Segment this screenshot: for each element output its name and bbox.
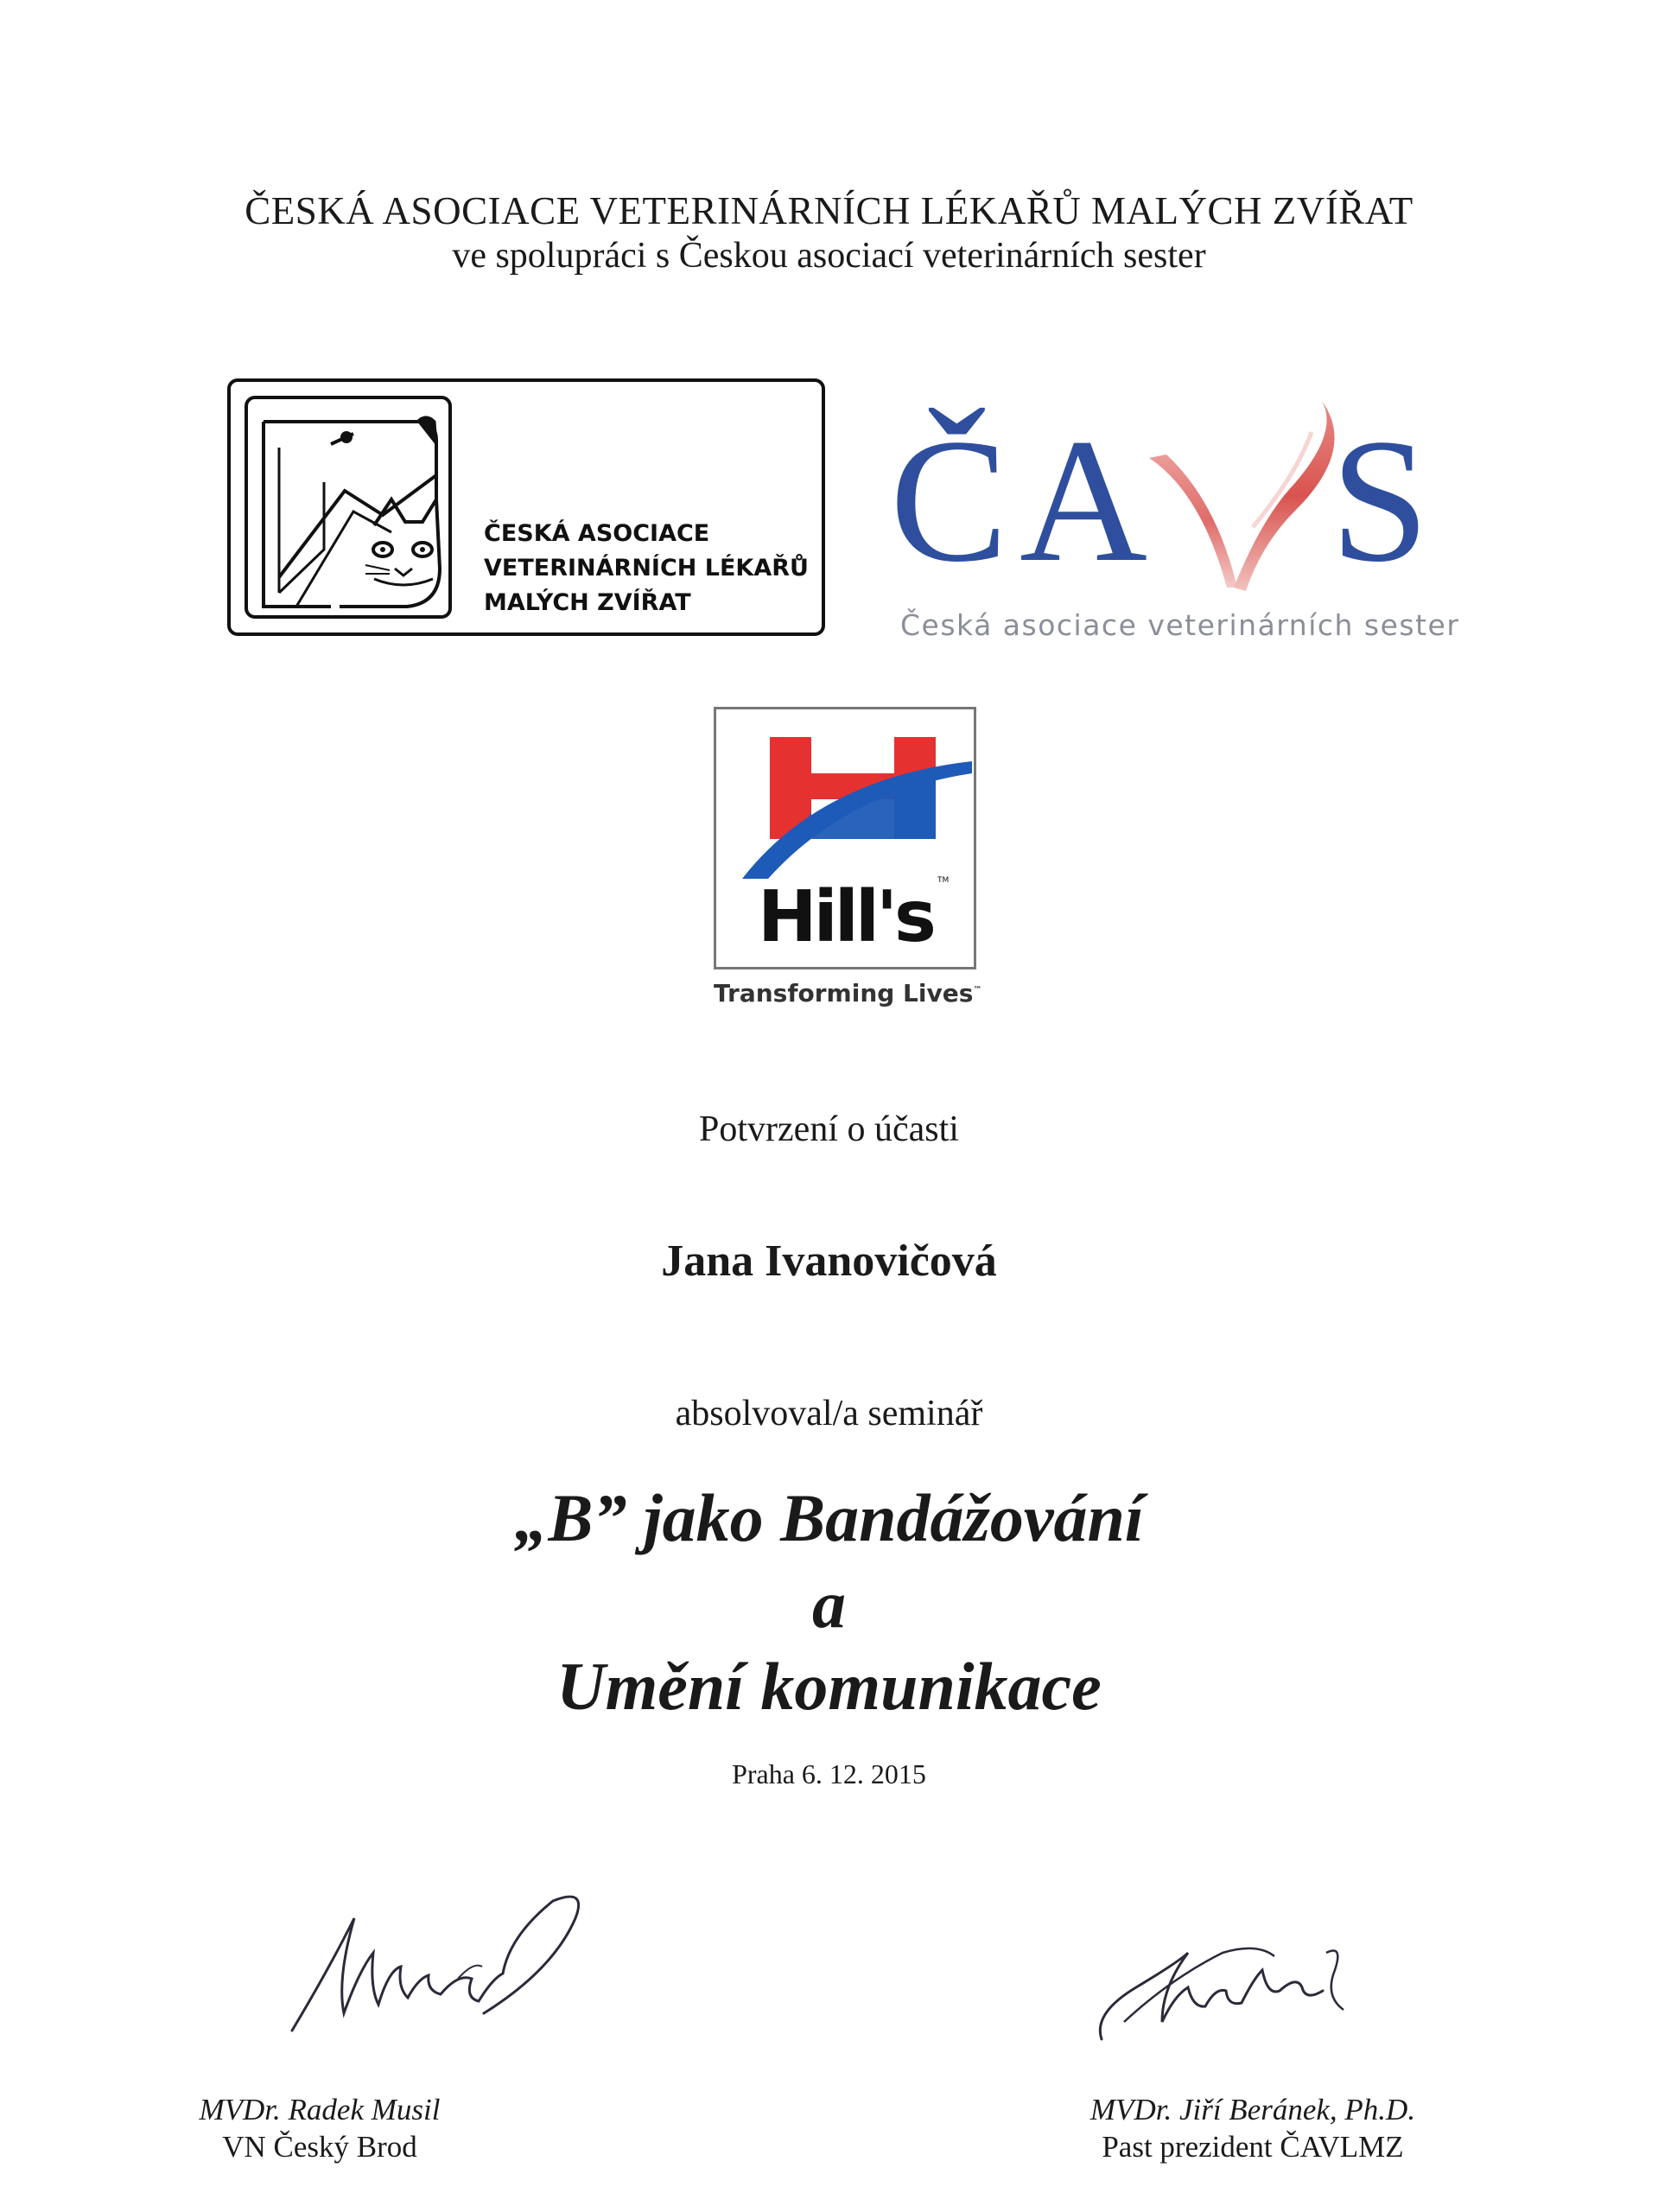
signature-right-icon [1084, 1927, 1361, 2048]
seminar-title-line3: Umění komunikace [556, 1649, 1102, 1724]
cavlmz-logo [227, 378, 825, 636]
signatory-right [1037, 2091, 1469, 2165]
completed-text: absolvoval/a seminář [675, 1394, 983, 1433]
cooperation-subtitle: ve spolupráci s Českou asociací veterinárních sester [452, 236, 1206, 276]
participant-name: Jana Ivanovičová [661, 1236, 997, 1286]
hills-logo-graphic-icon [716, 709, 974, 967]
signatory-left-role: VN Český Brod [222, 2130, 417, 2164]
cavlmz-logo-text: ČESKÁ ASOCIACE VETERINÁRNÍCH LÉKAŘŮ MALÝCH ZVÍŘAT [484, 520, 809, 616]
cavs-wordmark: Č A S [890, 403, 1430, 599]
cavs-logo [890, 397, 1495, 657]
signatory-left [156, 2091, 484, 2165]
signature-left-icon [276, 1884, 605, 2039]
hills-tm: TM [937, 876, 950, 885]
hills-tagline: Transforming Lives™ [714, 979, 982, 1007]
place-and-date: Praha 6. 12. 2015 [732, 1758, 926, 1789]
organization-title: ČESKÁ ASOCIACE VETERINÁRNÍCH LÉKAŘŮ MALÝCH ZVÍŘAT [245, 189, 1413, 232]
signatory-right-role: Past prezident ČAVLMZ [1102, 2130, 1404, 2164]
hills-logo [714, 707, 976, 969]
dog-cat-emblem-icon [245, 396, 452, 619]
flame-icon [890, 397, 1495, 605]
seminar-title-line2: a [812, 1567, 846, 1642]
cavs-tagline: Česká asociace veterinárních sester [900, 608, 1460, 642]
hills-wordmark: Hill's [758, 876, 933, 958]
signatory-right-name: MVDr. Jiří Beránek, Ph.D. [1089, 2093, 1416, 2126]
confirmation-heading: Potvrzení o účasti [699, 1109, 959, 1149]
signatory-left-name: MVDr. Radek Musil [199, 2093, 441, 2126]
seminar-title-line1: „B” jako Bandážování [514, 1480, 1144, 1555]
